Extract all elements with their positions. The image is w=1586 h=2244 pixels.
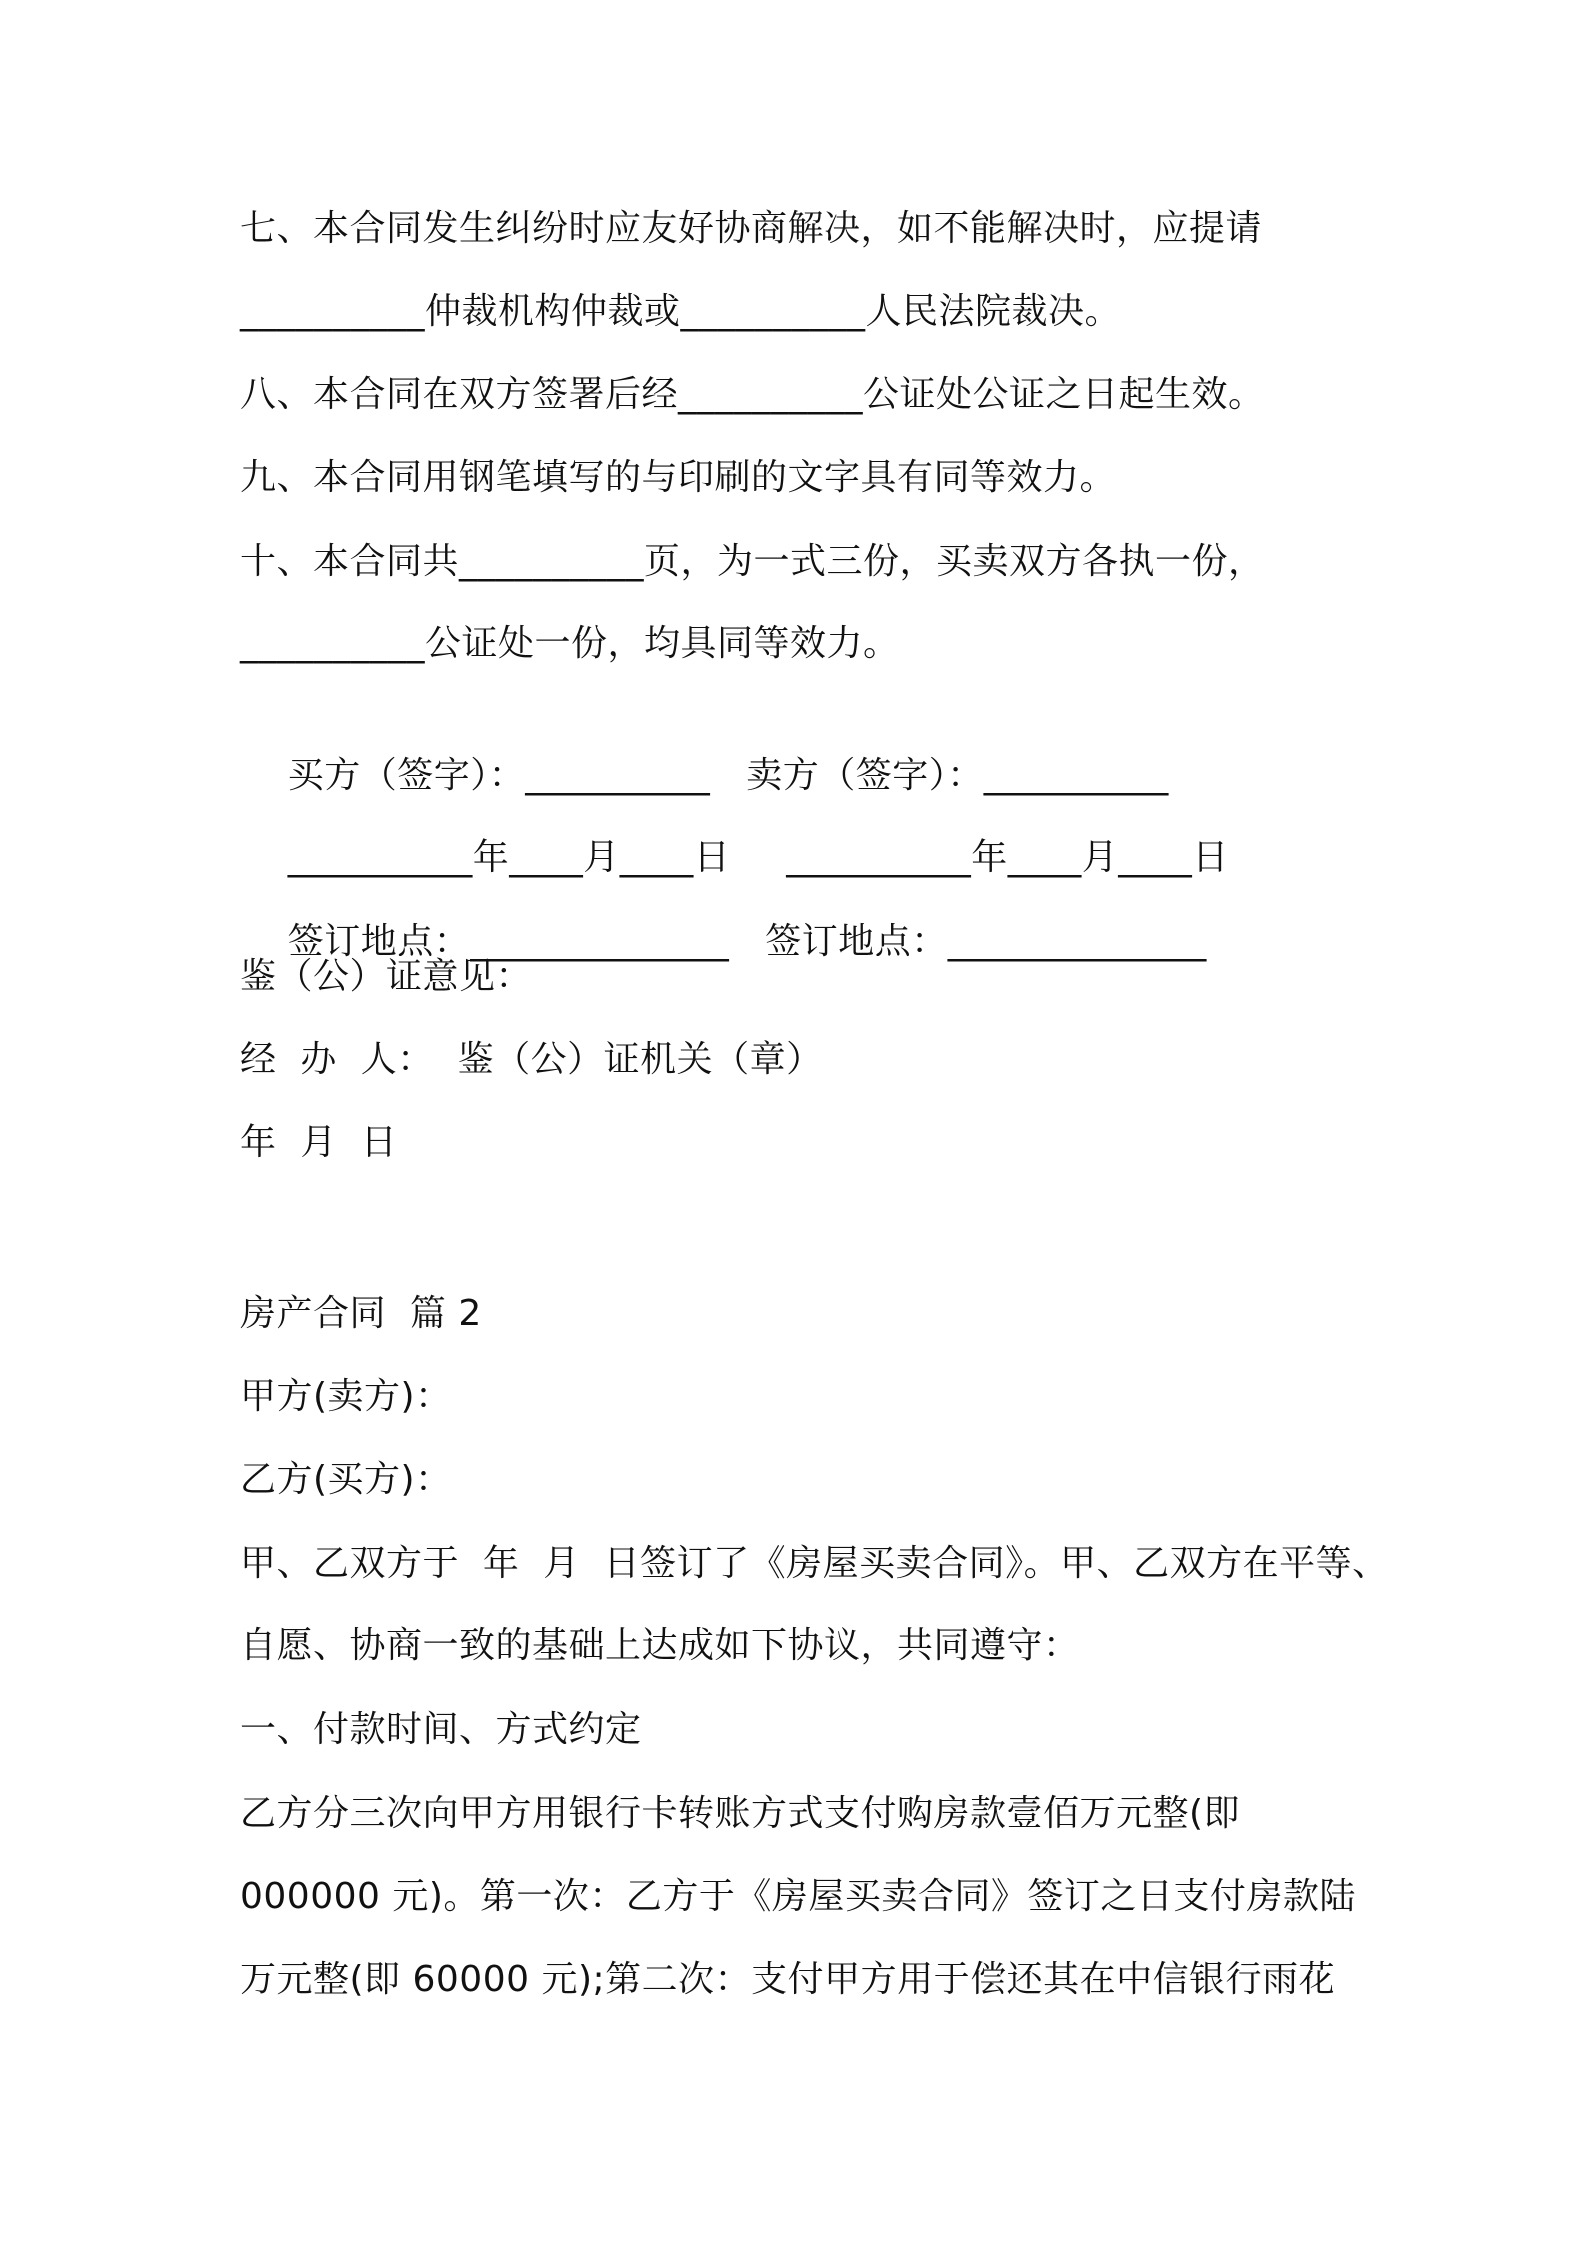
paragraph-1-line-2: 自愿、协商一致的基础上达成如下协议，共同遵守： bbox=[240, 1625, 1080, 1666]
seller-date: __________年____月____日 bbox=[786, 837, 1229, 878]
buyer-signature: 买方（签字）：__________ bbox=[287, 755, 711, 796]
notary-opinion: 鉴（公）证意见： bbox=[240, 956, 533, 997]
clause-9: 九、本合同用钢笔填写的与印刷的文字具有同等效力。 bbox=[240, 457, 1117, 498]
clause-7-line-2: __________仲裁机构仲裁或__________人民法院裁决。 bbox=[240, 291, 1122, 332]
year-month-day: 年 月 日 bbox=[240, 1122, 398, 1163]
paragraph-2-line-3: 万元整(即 60000 元);第二次：支付甲方用于偿还其在中信银行雨花 bbox=[240, 1959, 1336, 2000]
clause-8: 八、本合同在双方签署后经__________公证处公证之日起生效。 bbox=[240, 374, 1265, 415]
seller-place: 签订地点：______________ bbox=[765, 921, 1207, 962]
clause-7-line-1: 七、本合同发生纠纷时应友好协商解决，如不能解决时，应提请 bbox=[240, 208, 1263, 249]
paragraph-2-line-1: 乙方分三次向甲方用银行卡转账方式支付购房款壹佰万元整(即 bbox=[240, 1793, 1241, 1834]
section-title: 房产合同 篇 2 bbox=[240, 1293, 482, 1334]
buyer-place: 签订地点：______________ bbox=[287, 921, 730, 962]
buyer-date: __________年____月____日 bbox=[287, 837, 731, 878]
party-a: 甲方(卖方)： bbox=[240, 1376, 452, 1417]
clause-10-line-2: __________公证处一份，均具同等效力。 bbox=[240, 623, 900, 664]
clause-10-line-1: 十、本合同共__________页，为一式三份，买卖双方各执一份， bbox=[240, 541, 1265, 582]
paragraph-1-line-1: 甲、乙双方于 年 月 日签订了《房屋买卖合同》。甲、乙双方在平等、 bbox=[240, 1543, 1389, 1584]
party-b: 乙方(买方)： bbox=[240, 1459, 452, 1500]
seller-signature: 卖方（签字）：__________ bbox=[746, 755, 1169, 796]
heading-payment: 一、付款时间、方式约定 bbox=[240, 1709, 642, 1750]
paragraph-2-line-2: 000000 元)。第一次：乙方于《房屋买卖合同》签订之日支付房款陆 bbox=[240, 1876, 1356, 1917]
handler-line: 经 办 人： 鉴（公）证机关（章） bbox=[240, 1039, 823, 1080]
